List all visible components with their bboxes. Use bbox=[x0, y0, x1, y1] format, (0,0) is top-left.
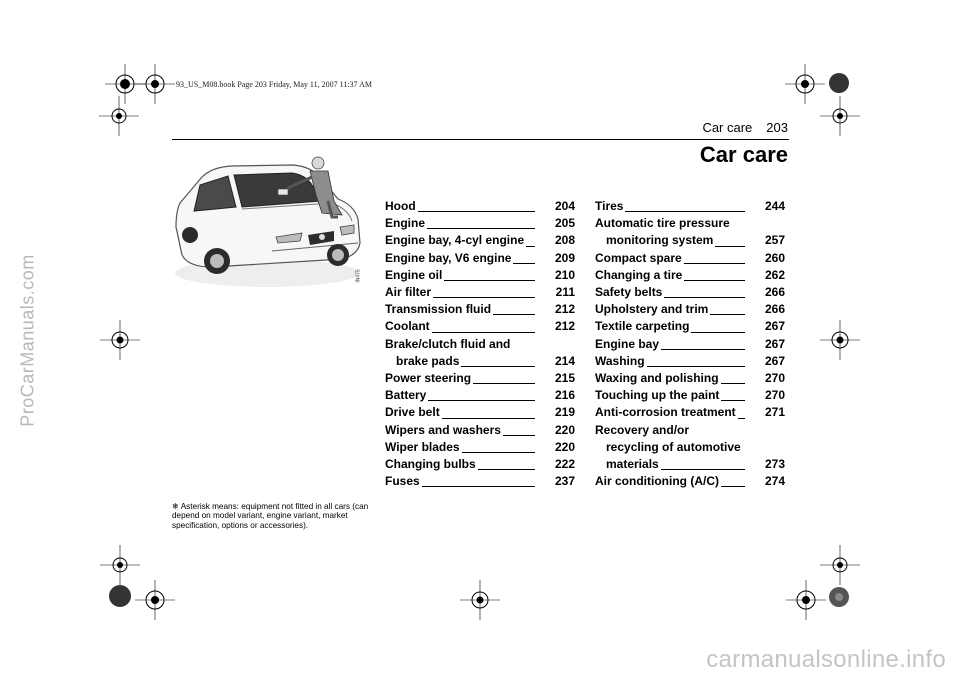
toc-entry-title: Power steering bbox=[385, 371, 472, 386]
toc-entry-title: Coolant bbox=[385, 319, 430, 334]
toc-entry[interactable] bbox=[385, 215, 575, 232]
page-number: 203 bbox=[766, 120, 788, 135]
side-watermark: ProCarManuals.com bbox=[17, 254, 38, 427]
snowflake-icon: ❄ bbox=[172, 502, 179, 511]
toc-entry[interactable] bbox=[385, 198, 575, 215]
toc-entry[interactable] bbox=[385, 404, 575, 421]
registration-mark-top-right bbox=[785, 64, 825, 104]
toc-entry-title: materials bbox=[606, 457, 659, 472]
toc-page-number: 274 bbox=[764, 474, 785, 489]
toc-entry-title: Tires bbox=[595, 199, 624, 213]
toc-entry[interactable] bbox=[595, 404, 785, 421]
toc-page-number: 266 bbox=[764, 285, 785, 300]
car-care-illustration bbox=[172, 155, 372, 303]
toc-leader-line bbox=[661, 349, 745, 350]
toc-page-number: 210 bbox=[554, 267, 575, 282]
toc-entry-title: Anti-corrosion treatment bbox=[595, 405, 736, 420]
toc-entry[interactable] bbox=[595, 198, 785, 215]
toc-entry-title: Hood bbox=[385, 199, 416, 213]
registration-mark-left-lower bbox=[100, 545, 140, 585]
toc-leader-line bbox=[442, 418, 535, 419]
toc-leader-line bbox=[684, 280, 745, 281]
toc-entry[interactable] bbox=[385, 439, 575, 456]
registration-mark-bottom-right bbox=[786, 580, 826, 620]
illustration-code: IN475 bbox=[355, 269, 362, 283]
toc-entry-title: Engine oil bbox=[385, 267, 443, 282]
toc-entry[interactable] bbox=[595, 422, 785, 474]
toc-entry[interactable] bbox=[385, 267, 575, 284]
toc-page-number: 271 bbox=[764, 405, 785, 420]
toc-leader-line bbox=[418, 211, 535, 212]
toc-leader-line bbox=[647, 366, 745, 367]
toc-entry-title: Transmission fluid bbox=[385, 302, 492, 317]
toc-entry-title: Washing bbox=[595, 353, 645, 368]
toc-page-number: 267 bbox=[764, 319, 785, 334]
toc-page-number: 237 bbox=[554, 474, 575, 489]
toc-page-number: 204 bbox=[554, 199, 575, 213]
toc-entry[interactable] bbox=[385, 336, 575, 370]
toc-leader-line bbox=[684, 263, 745, 264]
toc-entry-title: Drive belt bbox=[385, 405, 440, 420]
toc-entry[interactable] bbox=[595, 336, 785, 353]
toc-entry[interactable] bbox=[385, 284, 575, 301]
toc-entry-title: Air filter bbox=[385, 285, 432, 300]
toc-entry[interactable] bbox=[385, 456, 575, 473]
toc-leader-line bbox=[444, 280, 535, 281]
toc-page-number: 212 bbox=[554, 302, 575, 317]
toc-entry-title: brake pads bbox=[396, 353, 460, 368]
registration-dot-bottom-left bbox=[108, 584, 132, 608]
toc-leader-line bbox=[503, 435, 535, 436]
registration-mark-right-lower bbox=[820, 545, 860, 585]
toc-page-number: 262 bbox=[764, 267, 785, 282]
chapter-title: Car care bbox=[699, 142, 788, 167]
footnote bbox=[172, 502, 382, 530]
toc-entry-title: Changing a tire bbox=[595, 267, 683, 282]
registration-dot-top-right bbox=[828, 72, 850, 94]
toc-entry-title: Wipers and washers bbox=[385, 422, 501, 437]
toc-leader-line bbox=[526, 246, 535, 247]
toc-entry[interactable] bbox=[595, 284, 785, 301]
toc-page-number: 260 bbox=[764, 250, 785, 265]
toc-page-number: 220 bbox=[554, 439, 575, 454]
toc-leader-line bbox=[738, 418, 745, 419]
toc-page-number: 214 bbox=[554, 353, 575, 368]
toc-entry-title: Upholstery and trim bbox=[595, 302, 709, 317]
toc-leader-line bbox=[461, 366, 535, 367]
toc-entry[interactable] bbox=[385, 232, 575, 249]
toc-entry[interactable] bbox=[595, 473, 785, 490]
toc-entry[interactable] bbox=[595, 353, 785, 370]
toc-entry-title: Engine bay, 4-cyl engine bbox=[385, 233, 525, 248]
toc-leader-line bbox=[473, 383, 535, 384]
toc-entry-title: Textile carpeting bbox=[595, 319, 690, 334]
toc-leader-line bbox=[493, 314, 535, 315]
toc-page-number: 209 bbox=[554, 250, 575, 265]
registration-mark-left-upper bbox=[99, 96, 139, 136]
toc-page-number: 205 bbox=[554, 216, 575, 231]
toc-leader-line bbox=[422, 486, 535, 487]
toc-entry-title: Changing bulbs bbox=[385, 457, 476, 472]
toc-leader-line bbox=[625, 211, 745, 212]
toc-page-number: 211 bbox=[555, 285, 575, 300]
toc-page-number: 244 bbox=[764, 199, 785, 213]
toc-page-number: 212 bbox=[554, 319, 575, 334]
toc-entry[interactable] bbox=[595, 387, 785, 404]
toc-entry[interactable] bbox=[385, 370, 575, 387]
toc-page-number: 270 bbox=[764, 371, 785, 386]
toc-entry-title: Fuses bbox=[385, 474, 420, 489]
toc-entry-title: Touching up the paint bbox=[595, 388, 720, 403]
running-head bbox=[702, 120, 788, 135]
toc-leader-line bbox=[513, 263, 535, 264]
toc-page-number: 267 bbox=[764, 353, 785, 368]
toc-leader-line bbox=[664, 297, 745, 298]
toc-page-number: 270 bbox=[764, 388, 785, 403]
toc-entry[interactable] bbox=[385, 250, 575, 267]
toc-entry-title: Safety belts bbox=[595, 285, 663, 300]
toc-page-number: 267 bbox=[764, 336, 785, 351]
toc-entry-title: Engine bay bbox=[595, 336, 660, 351]
toc-leader-line bbox=[721, 400, 745, 401]
toc-entry-title: Automatic tire pressure bbox=[595, 216, 730, 231]
toc-page-number: 266 bbox=[764, 302, 785, 317]
book-file-line: 93_US_M08.book Page 203 Friday, May 11, 2007 11:37 AM bbox=[176, 80, 372, 89]
toc-entry[interactable] bbox=[595, 250, 785, 267]
toc-entry-title: Air conditioning (A/C) bbox=[595, 474, 719, 489]
toc-entry-title: Waxing and polishing bbox=[595, 371, 719, 386]
registration-mark-right-upper bbox=[820, 96, 860, 136]
toc-entry-title: Engine bbox=[385, 216, 426, 231]
toc-entry[interactable] bbox=[595, 215, 785, 249]
toc-entry[interactable] bbox=[595, 370, 785, 387]
toc-entry-title: Battery bbox=[385, 388, 427, 403]
toc-page-number: 215 bbox=[554, 371, 575, 386]
toc-leader-line bbox=[721, 383, 745, 384]
toc-entry[interactable] bbox=[385, 473, 575, 490]
toc-leader-line bbox=[661, 469, 745, 470]
toc-leader-line bbox=[478, 469, 535, 470]
toc-leader-line bbox=[710, 314, 745, 315]
toc-leader-line bbox=[432, 332, 535, 333]
header-rule bbox=[172, 139, 789, 140]
toc-leader-line bbox=[433, 297, 535, 298]
toc-entry-title: Brake/clutch fluid and bbox=[385, 336, 511, 351]
toc-page-number: 222 bbox=[554, 457, 575, 472]
toc-entry-title: recycling of automotive bbox=[606, 439, 741, 454]
toc-leader-line bbox=[462, 452, 535, 453]
toc-page-number: 208 bbox=[554, 233, 575, 248]
toc-leader-line bbox=[715, 246, 745, 247]
registration-mark-bottom-center bbox=[460, 580, 500, 620]
toc-entry[interactable] bbox=[385, 422, 575, 439]
running-head-section: Car care bbox=[702, 120, 753, 135]
toc-leader-line bbox=[427, 228, 535, 229]
registration-mark-bottom-left bbox=[135, 580, 175, 620]
toc-leader-line bbox=[428, 400, 535, 401]
toc-right-column bbox=[595, 198, 785, 490]
toc-page-number: 216 bbox=[554, 388, 575, 403]
toc-entry[interactable] bbox=[595, 267, 785, 284]
toc-entry-title: monitoring system bbox=[606, 233, 714, 248]
toc-page-number: 273 bbox=[764, 457, 785, 472]
toc-entry[interactable] bbox=[385, 387, 575, 404]
toc-page-number: 257 bbox=[764, 233, 785, 248]
toc-entry[interactable] bbox=[595, 318, 785, 335]
registration-mark-left-middle bbox=[100, 320, 140, 360]
toc-entry-title: Engine bay, V6 engine bbox=[385, 250, 512, 265]
toc-left-column bbox=[385, 198, 575, 490]
footnote-text: Asterisk means: equipment not fitted in all cars (can depend on model variant, engine variant, market specification, options or accessories). bbox=[172, 502, 369, 530]
registration-mark-top-left-2 bbox=[135, 64, 175, 104]
toc-entry[interactable] bbox=[385, 301, 575, 318]
toc-entry-title: Wiper blades bbox=[385, 439, 460, 454]
toc-page-number: 219 bbox=[554, 405, 575, 420]
toc-leader-line bbox=[721, 486, 745, 487]
toc-entry-title: Compact spare bbox=[595, 250, 682, 265]
toc-entry-title: Recovery and/or bbox=[595, 422, 690, 437]
toc-entry[interactable] bbox=[385, 318, 575, 335]
toc-entry[interactable] bbox=[595, 301, 785, 318]
registration-mark-right-middle bbox=[820, 320, 860, 360]
toc-leader-line bbox=[691, 332, 745, 333]
toc-page-number: 220 bbox=[554, 422, 575, 437]
bottom-watermark: carmanualsonline.info bbox=[706, 646, 946, 673]
registration-dot-bottom-right bbox=[828, 586, 850, 608]
